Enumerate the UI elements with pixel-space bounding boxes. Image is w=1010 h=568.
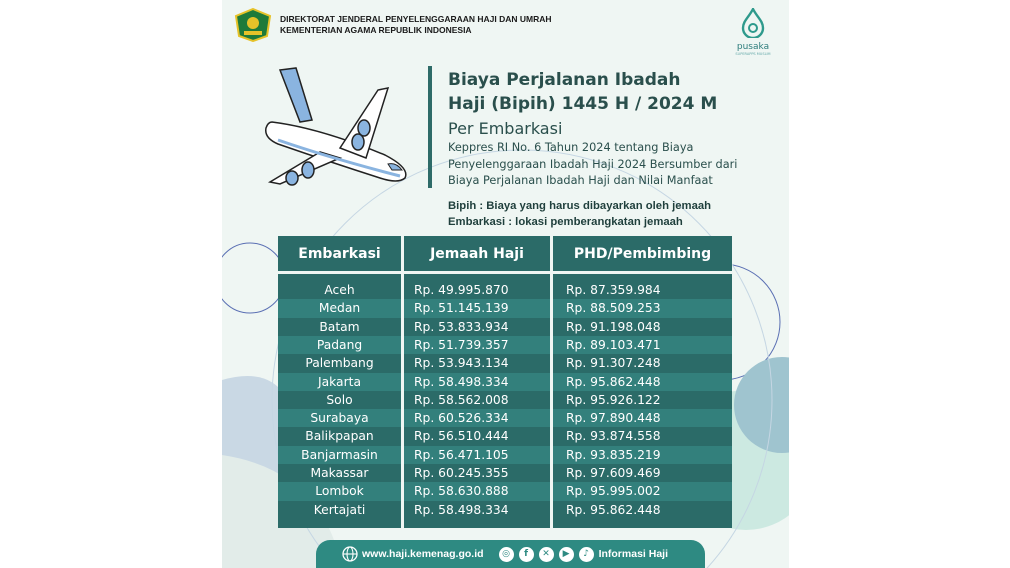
cell-jemaah-haji: Rp. 56.510.444 [414, 429, 509, 444]
cell-phd-pembimbing: Rp. 95.995.002 [566, 484, 661, 499]
cell-embarkasi: Jakarta [317, 374, 361, 389]
pusaka-label: pusaka [736, 42, 770, 52]
cell-phd-pembimbing: Rp. 89.103.471 [566, 337, 661, 352]
header-line-1: DIREKTORAT JENDERAL PENYELENGGARAAN HAJI DAN UMRAH [280, 14, 552, 24]
title-line-1: Biaya Perjalanan Ibadah [448, 70, 681, 90]
header-phd-pembimbing: PHD/Pembimbing [573, 245, 712, 262]
cell-jemaah-haji: Rp. 60.526.334 [414, 411, 509, 426]
cell-embarkasi: Palembang [305, 356, 374, 371]
facebook-icon[interactable]: f [519, 547, 534, 562]
cell-embarkasi: Kertajati [313, 502, 366, 517]
header-jemaah-haji: Jemaah Haji [430, 245, 524, 262]
cell-phd-pembimbing: Rp. 93.835.219 [566, 447, 661, 462]
pusaka-logo [733, 8, 773, 56]
cell-jemaah-haji: Rp. 58.498.334 [414, 374, 509, 389]
cell-embarkasi: Balikpapan [305, 429, 374, 444]
cell-phd-pembimbing: Rp. 93.874.558 [566, 429, 661, 444]
page-title [448, 68, 778, 116]
instagram-icon[interactable]: ◎ [499, 547, 514, 562]
table-row [278, 318, 732, 336]
table-row [278, 336, 732, 354]
cell-embarkasi: Makassar [310, 466, 369, 480]
keppres-line-3: Biaya Perjalanan Ibadah Haji dan Nilai Manfaat [448, 174, 713, 187]
cell-jemaah-haji: Rp. 58.498.334 [414, 502, 509, 517]
poster [222, 0, 789, 568]
keppres-line-2: Penyelenggaraan Ibadah Haji 2024 Bersumber dari [448, 157, 738, 171]
note-embarkasi: Embarkasi : lokasi pemberangkatan jemaah [448, 216, 683, 228]
table-row [278, 281, 732, 299]
cell-embarkasi: Solo [326, 392, 353, 407]
cell-jemaah-haji: Rp. 51.145.139 [414, 301, 509, 316]
table-row [278, 482, 732, 500]
pusaka-drop-icon [741, 8, 765, 38]
title-line-2: Haji (Bipih) 1445 H / 2024 M [448, 94, 718, 114]
header-embarkasi: Embarkasi [298, 245, 381, 262]
cost-table [278, 236, 732, 528]
cell-jemaah-haji: Rp. 49.995.870 [414, 283, 509, 297]
cell-embarkasi: Aceh [324, 283, 355, 297]
cell-phd-pembimbing: Rp. 87.359.984 [566, 283, 661, 297]
cell-jemaah-haji: Rp. 51.739.357 [414, 337, 509, 352]
column-separator [550, 236, 553, 528]
cell-phd-pembimbing: Rp. 95.862.448 [566, 374, 661, 389]
title-accent-bar [428, 66, 432, 188]
cell-jemaah-haji: Rp. 58.562.008 [414, 392, 509, 407]
header-line-2: KEMENTERIAN AGAMA REPUBLIK INDONESIA [280, 25, 472, 35]
header-text [280, 14, 552, 36]
cell-embarkasi: Surabaya [310, 411, 369, 426]
column-separator [401, 236, 404, 528]
header-separator [278, 271, 732, 274]
table-row [278, 409, 732, 427]
table-row [278, 373, 732, 391]
footer-bar [316, 540, 705, 568]
cell-embarkasi: Banjarmasin [301, 447, 378, 462]
cell-jemaah-haji: Rp. 60.245.355 [414, 466, 509, 480]
globe-icon [342, 546, 358, 562]
table-row [278, 391, 732, 409]
social-handle: Informasi Haji [598, 548, 668, 560]
table-row [278, 427, 732, 445]
keppres-text [448, 140, 768, 190]
cell-jemaah-haji: Rp. 53.943.134 [414, 356, 509, 371]
cell-phd-pembimbing: Rp. 88.509.253 [566, 301, 661, 316]
cell-jemaah-haji: Rp. 58.630.888 [414, 484, 509, 499]
tiktok-icon[interactable]: ♪ [579, 547, 594, 562]
keppres-line-1: Keppres RI No. 6 Tahun 2024 tentang Biaya [448, 141, 694, 154]
cell-phd-pembimbing: Rp. 95.926.122 [566, 392, 661, 407]
youtube-icon[interactable]: ▶ [559, 547, 574, 562]
table-row [278, 354, 732, 372]
cell-embarkasi: Padang [316, 337, 363, 352]
note-bipih: Bipih : Biaya yang harus dibayarkan oleh jemaah [448, 200, 712, 212]
table-row [278, 446, 732, 464]
cell-embarkasi: Lombok [315, 484, 364, 499]
definition-notes [448, 198, 711, 230]
cell-phd-pembimbing: Rp. 97.890.448 [566, 411, 661, 426]
website-link[interactable]: www.haji.kemenag.go.id [362, 548, 484, 560]
pusaka-sub-label: SUPERAPPS MUSLIM [735, 52, 771, 56]
table-row [278, 299, 732, 317]
page-subtitle: Per Embarkasi [448, 119, 563, 138]
table-row [278, 464, 732, 482]
cell-embarkasi: Medan [318, 301, 361, 316]
cell-embarkasi: Batam [319, 319, 360, 334]
table-row [278, 501, 732, 519]
cell-phd-pembimbing: Rp. 97.609.469 [566, 466, 661, 480]
cell-jemaah-haji: Rp. 53.833.934 [414, 319, 509, 334]
header [234, 8, 552, 42]
cell-jemaah-haji: Rp. 56.471.105 [414, 447, 509, 462]
kemenag-logo-icon [234, 8, 272, 42]
airplane-icon [260, 60, 420, 190]
cell-phd-pembimbing: Rp. 91.307.248 [566, 356, 661, 371]
cell-phd-pembimbing: Rp. 91.198.048 [566, 319, 661, 334]
x-icon[interactable]: ✕ [539, 547, 554, 562]
cell-phd-pembimbing: Rp. 95.862.448 [566, 502, 661, 517]
